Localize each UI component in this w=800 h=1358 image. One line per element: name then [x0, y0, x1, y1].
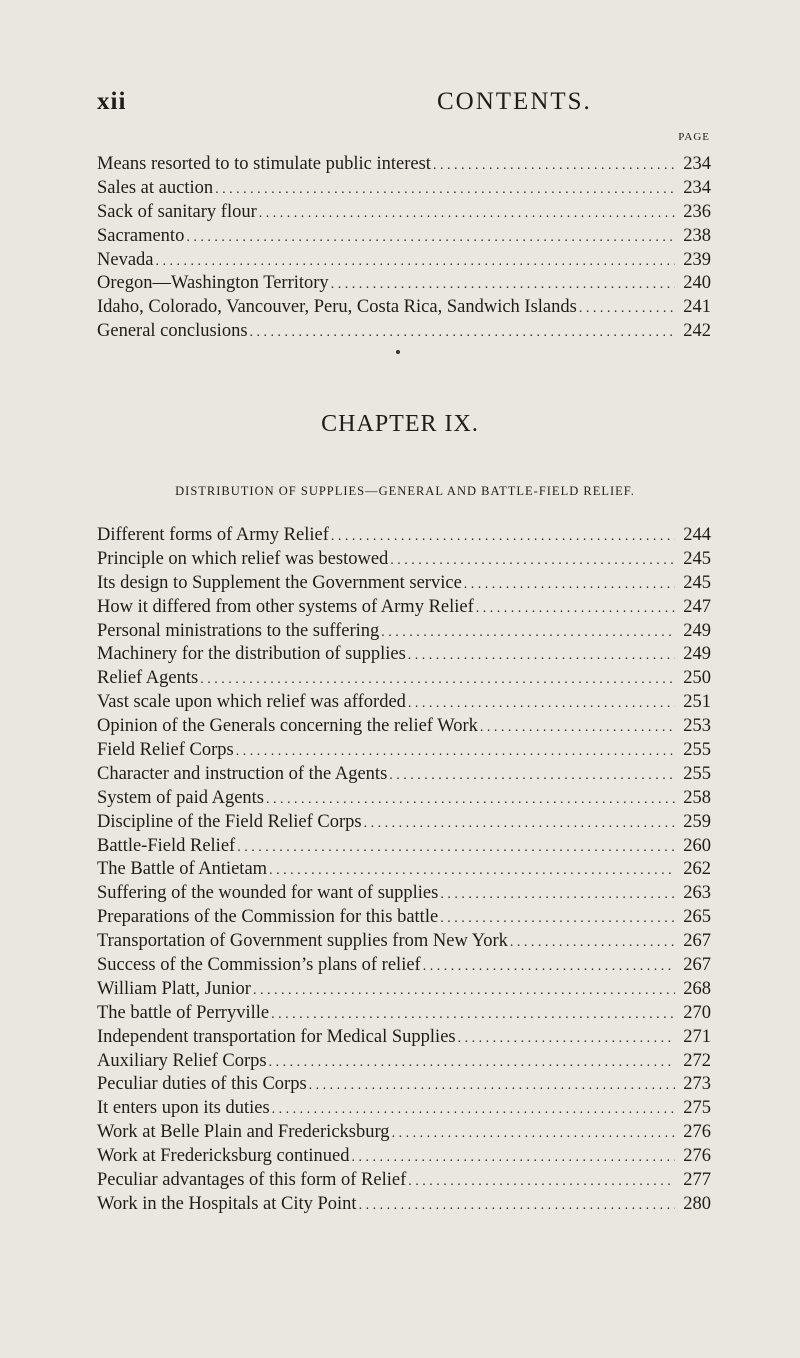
toc-entry[interactable] — [97, 202, 711, 226]
toc-entry-title: Discipline of the Field Relief Corps — [97, 811, 362, 832]
toc-entry-title: Sacramento — [97, 225, 185, 246]
toc-entry-title: Vast scale upon which relief was afforded — [97, 692, 406, 713]
toc-entry[interactable] — [97, 1003, 711, 1027]
toc-entry[interactable] — [97, 859, 711, 883]
toc-entry-page: 251 — [683, 692, 711, 713]
toc-entry[interactable] — [97, 788, 711, 812]
toc-entry[interactable] — [97, 297, 711, 321]
dot-leader — [408, 648, 675, 664]
toc-entry-page: 242 — [683, 321, 711, 342]
toc-entry-page: 259 — [683, 811, 711, 832]
dot-leader — [266, 792, 675, 808]
toc-entry[interactable] — [97, 764, 711, 788]
dot-leader — [364, 816, 675, 832]
toc-entry[interactable] — [97, 525, 711, 549]
toc-entry-title: Preparations of the Commission for this battle — [97, 907, 439, 928]
toc-entry-title: Principle on which relief was bestowed — [97, 548, 389, 569]
dot-leader — [423, 959, 675, 975]
dot-leader — [389, 768, 675, 784]
toc-entry[interactable] — [97, 154, 711, 178]
toc-entry-title: Peculiar duties of this Corps — [97, 1074, 307, 1095]
dot-leader — [253, 983, 675, 999]
toc-entry[interactable] — [97, 250, 711, 274]
toc-entry-title: Work at Fredericksburg continued — [97, 1146, 350, 1167]
dot-leader — [259, 206, 675, 222]
dot-leader — [156, 254, 676, 270]
dot-leader — [359, 1198, 675, 1214]
page-folio: xii — [97, 88, 127, 115]
toc-entry-page: 258 — [683, 787, 711, 808]
toc-entry-title: General conclusions — [97, 321, 248, 342]
toc-entry-title: Transportation of Government supplies from New York — [97, 931, 508, 952]
toc-entry[interactable] — [97, 931, 711, 955]
dot-leader — [331, 529, 675, 545]
toc-entry[interactable] — [97, 644, 711, 668]
toc-entry[interactable] — [97, 955, 711, 979]
dot-leader — [390, 553, 675, 569]
toc-entry-title: Oregon—Washington Territory — [97, 273, 329, 294]
toc-entry-page: 240 — [683, 273, 711, 294]
toc-entry-page: 263 — [683, 883, 711, 904]
toc-section-2 — [97, 525, 711, 1218]
toc-entry[interactable] — [97, 740, 711, 764]
toc-entry-title: Means resorted to to stimulate public interest — [97, 154, 431, 174]
toc-entry-page: 276 — [683, 1146, 711, 1167]
toc-entry-page: 234 — [683, 177, 711, 198]
toc-entry-title: It enters upon its duties — [97, 1098, 270, 1119]
toc-entry[interactable] — [97, 1051, 711, 1075]
toc-entry[interactable] — [97, 573, 711, 597]
dot-leader — [433, 158, 675, 174]
dot-leader — [269, 863, 675, 879]
dot-leader — [309, 1078, 675, 1094]
toc-entry-page: 268 — [683, 978, 711, 999]
dot-leader — [215, 182, 675, 198]
page-column-label: PAGE — [678, 131, 710, 143]
toc-entry-page: 280 — [683, 1193, 711, 1214]
toc-entry-page: 245 — [683, 572, 711, 593]
toc-entry-title: Auxiliary Relief Corps — [97, 1050, 267, 1071]
toc-entry-title: Idaho, Colorado, Vancouver, Peru, Costa Rica, Sandwich Islands — [97, 297, 577, 318]
toc-entry-title: The battle of Perryville — [97, 1002, 270, 1023]
running-head — [97, 88, 737, 122]
toc-entry[interactable] — [97, 812, 711, 836]
toc-entry-page: 244 — [683, 525, 711, 545]
toc-entry-title: Success of the Commission’s plans of relief — [97, 955, 421, 976]
toc-entry-page: 273 — [683, 1074, 711, 1095]
toc-entry[interactable] — [97, 1074, 711, 1098]
toc-entry-page: 275 — [683, 1098, 711, 1119]
toc-entry-page: 239 — [683, 249, 711, 270]
dot-leader — [464, 577, 675, 593]
dot-leader — [236, 744, 675, 760]
toc-entry-title: Independent transportation for Medical Supplies — [97, 1026, 456, 1047]
toc-entry-page: 272 — [683, 1050, 711, 1071]
dot-leader — [381, 625, 675, 641]
toc-entry[interactable] — [97, 1027, 711, 1051]
toc-entry-page: 255 — [683, 740, 711, 761]
toc-entry[interactable] — [97, 1146, 711, 1170]
toc-entry-page: 270 — [683, 1002, 711, 1023]
dot-leader — [271, 1007, 675, 1023]
toc-entry[interactable] — [97, 1170, 711, 1194]
toc-entry-title: Machinery for the distribution of supplies — [97, 644, 406, 665]
dot-leader — [458, 1031, 675, 1047]
running-title: CONTENTS. — [437, 88, 592, 115]
toc-entry[interactable] — [97, 692, 711, 716]
chapter-heading: CHAPTER IX. — [321, 411, 479, 437]
toc-entry-title: Opinion of the Generals concerning the relief Work — [97, 716, 478, 737]
toc-entry-page: 262 — [683, 859, 711, 880]
toc-entry[interactable] — [97, 178, 711, 202]
dot-leader — [510, 935, 675, 951]
toc-entry-title: Battle-Field Relief — [97, 835, 236, 856]
toc-entry-title: How it differed from other systems of Army Relief — [97, 596, 474, 617]
dot-leader — [392, 1126, 675, 1142]
toc-entry-page: 236 — [683, 201, 711, 222]
toc-entry[interactable] — [97, 883, 711, 907]
toc-entry-page: 267 — [683, 955, 711, 976]
toc-entry-title: Character and instruction of the Agents — [97, 763, 388, 784]
dot-leader — [440, 911, 675, 927]
toc-entry-page: 265 — [683, 907, 711, 928]
toc-entry-page: 247 — [683, 596, 711, 617]
dot-leader — [579, 301, 675, 317]
toc-section-1 — [97, 154, 711, 345]
toc-entry-page: 238 — [683, 225, 711, 246]
toc-entry[interactable] — [97, 1098, 711, 1122]
toc-entry-page: 267 — [683, 931, 711, 952]
toc-entry-page: 234 — [683, 154, 711, 174]
toc-entry-title: Sales at auction — [97, 177, 214, 198]
dot-leader — [408, 696, 675, 712]
toc-entry-title: Relief Agents — [97, 668, 199, 689]
toc-entry[interactable] — [97, 907, 711, 931]
dot-leader — [440, 887, 675, 903]
toc-entry-page: 255 — [683, 763, 711, 784]
toc-entry-title: Work at Belle Plain and Fredericksburg — [97, 1122, 390, 1143]
toc-entry-title: The Battle of Antietam — [97, 859, 268, 880]
toc-entry[interactable] — [97, 549, 711, 573]
toc-entry-page: 245 — [683, 548, 711, 569]
dot-leader — [237, 840, 675, 856]
toc-entry-page: 271 — [683, 1026, 711, 1047]
toc-entry-title: Work in the Hospitals at City Point — [97, 1193, 357, 1214]
dot-leader — [480, 720, 675, 736]
toc-entry-title: System of paid Agents — [97, 787, 265, 808]
toc-entry[interactable] — [97, 621, 711, 645]
toc-entry-title: Suffering of the wounded for want of supplies — [97, 883, 439, 904]
dot-leader — [200, 672, 675, 688]
toc-entry[interactable] — [97, 273, 711, 297]
dot-leader — [476, 601, 675, 617]
toc-entry[interactable] — [97, 716, 711, 740]
toc-entry-page: 249 — [683, 644, 711, 665]
dot-leader — [408, 1174, 675, 1190]
toc-entry-title: Field Relief Corps — [97, 740, 234, 761]
toc-entry-page: 276 — [683, 1122, 711, 1143]
toc-entry-title: Peculiar advantages of this form of Relief — [97, 1170, 407, 1191]
toc-entry-page: 277 — [683, 1170, 711, 1191]
toc-entry[interactable] — [97, 979, 711, 1003]
toc-entry[interactable] — [97, 226, 711, 250]
dot-leader — [351, 1150, 675, 1166]
toc-entry[interactable] — [97, 668, 711, 692]
dot-leader — [269, 1055, 675, 1071]
dot-leader — [186, 230, 675, 246]
toc-entry-title: Personal ministrations to the suffering — [97, 620, 380, 641]
chapter-subtitle: DISTRIBUTION OF SUPPLIES—GENERAL AND BATTLE-FIELD RELIEF. — [175, 484, 635, 498]
toc-entry-title: Its design to Supplement the Government service — [97, 572, 462, 593]
toc-entry-page: 249 — [683, 620, 711, 641]
toc-entry-page: 260 — [683, 835, 711, 856]
dot-leader — [272, 1102, 675, 1118]
toc-entry-title: Nevada — [97, 249, 154, 270]
dot-leader — [331, 277, 675, 293]
toc-entry[interactable] — [97, 1122, 711, 1146]
toc-entry[interactable] — [97, 321, 711, 345]
toc-entry-title: Different forms of Army Relief — [97, 525, 329, 545]
toc-entry-page: 241 — [683, 297, 711, 318]
toc-entry[interactable] — [97, 1194, 711, 1218]
dot-leader — [250, 325, 675, 341]
toc-entry-page: 253 — [683, 716, 711, 737]
toc-entry-title: William Platt, Junior — [97, 978, 251, 999]
toc-entry-page: 250 — [683, 668, 711, 689]
toc-entry[interactable] — [97, 597, 711, 621]
ornament-dot — [396, 350, 400, 354]
toc-entry-title: Sack of sanitary flour — [97, 201, 257, 222]
toc-entry[interactable] — [97, 836, 711, 860]
